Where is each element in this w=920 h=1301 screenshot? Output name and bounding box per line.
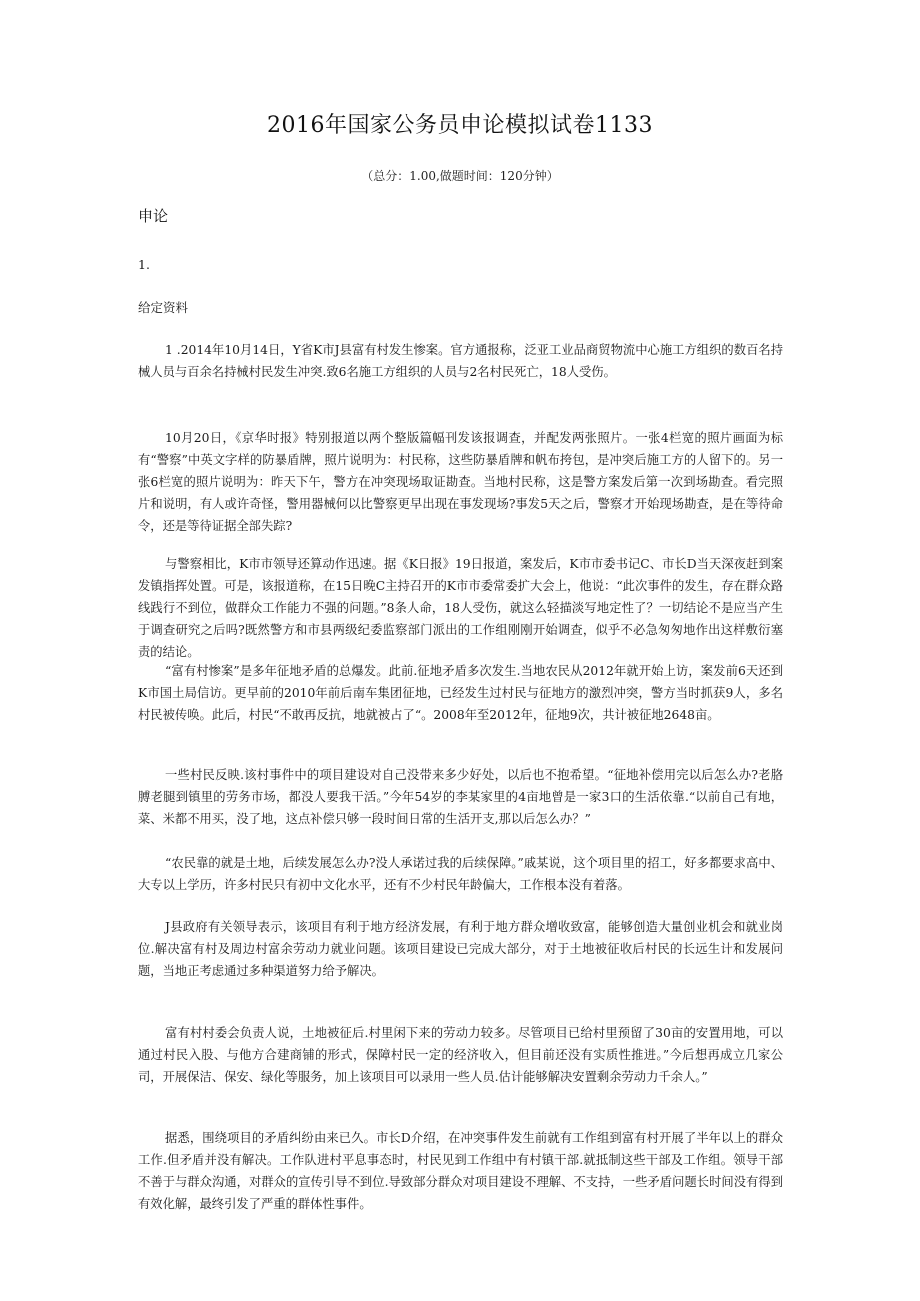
paragraph-8: 富有村村委会负责人说，土地被征后.村里闲下来的劳动力较多。尽管项目已给村里预留了30亩的安置用地，可以通过村民入股、与他方合建商铺的形式，保障村民一定的经济收入，但目前还没有实质性推进。”今后想再成立几家公司，开展保洁、保安、绿化等服务，加上该项目可以录用一些人员.估计能够解决安置剩余劳动力千余人。” bbox=[138, 1026, 783, 1084]
paragraph-1: 1 .2014年10月14日，Y省K市J县富有村发生惨案。官方通报称，泛亚工业品商贸物流中心施工方组织的数百名持械人员与百余名持械村民发生冲突.致6名施工方组织的人员与2名村民死亡，18人受伤。 bbox=[138, 343, 783, 379]
question-number: 1. bbox=[138, 257, 150, 272]
paragraph-5: 一些村民反映.该村事件中的项目建设对自己没带来多少好处，以后也不抱希望。“征地补偿用完以后怎么办?老胳膊老腿到镇里的劳务市场，都没人要我干活。”今年54岁的李某家里的4亩地曾是一家3口的生活依靠.“以前自己有地，菜、米都不用买，没了地，这点补偿只够一段时间日常的生活开支,那以后怎么办？” bbox=[138, 768, 783, 826]
exam-info: （总分：1.00,做题时间：120分钟） bbox=[361, 169, 559, 183]
paragraph-7: J县政府有关领导表示，该项目有利于地方经济发展，有利于地方群众增收致富，能够创造大量创业机会和就业岗位.解决富有村及周边村富余劳动力就业问题。该项目建设已完成大部分，对于土地被征收后村民的长远生计和发展问题，当地正考虑通过多种渠道努力给予解决。 bbox=[138, 920, 783, 978]
section-heading: 申论 bbox=[138, 207, 169, 225]
paragraph-9: 据悉，围绕项目的矛盾纠纷由来已久。市长D介绍，在冲突事件发生前就有工作组到富有村开展了半年以上的群众工作.但矛盾并没有解决。工作队进村平息事态时，村民见到工作组中有村镇干部.就抵制这些干部及工作组。领导干部不善于与群众沟通，对群众的宣传引导不到位.导致部分群众对项目建设不理解、不支持，一些矛盾问题长时间没有得到有效化解，最终引发了严重的群体性事件。 bbox=[138, 1131, 783, 1211]
paragraph-3: 与警察相比，K市市领导还算动作迅速。据《K日报》19日报道，案发后，K市市委书记C、市长D当天深夜赶到案发镇指挥处置。可是，该报道称，在15日晚C主持召开的K市市委常委扩大会上，他说：“此次事件的发生，存在群众路线践行不到位，做群众工作能力不强的问题。”8条人命，18人受伤，就这么轻描淡写地定性了？一切结论不是应当产生于调查研究之后吗?既然警方和市县两级纪委监察部门派出的工作组刚刚开始调查，似乎不必急匆匆地作出这样敷衍塞责的结论。 bbox=[138, 557, 783, 659]
material-label: 给定资料 bbox=[138, 300, 189, 315]
paragraph-2: 10月20日，《京华时报》特别报道以两个整版篇幅刊发该报调查，并配发两张照片。一张4栏宽的照片画面为标有“警察”中英文字样的防暴盾牌，照片说明为：村民称，这些防暴盾牌和帆布挎包，是冲突后施工方的人留下的。另一张6栏宽的照片说明为：昨天下午，警方在冲突现场取证勘查。当地村民称，这是警方案发后第一次到场勘查。看完照片和说明，有人或许奇怪，警用器械何以比警察更早出现在事发现场?事发5天之后，警察才开始现场勘查，是在等待命令，还是等待证据全部失踪? bbox=[138, 431, 783, 533]
document-title: 2016年国家公务员申论模拟试卷1133 bbox=[267, 113, 653, 138]
paragraph-6: “农民靠的就是土地，后续发展怎么办?没人承诺过我的后续保障。”戚某说，这个项目里的招工，好多都要求高中、大专以上学历，许多村民只有初中文化水平，还有不少村民年龄偏大，工作根本没有着落。 bbox=[138, 856, 783, 892]
paragraph-4: “富有村惨案”是多年征地矛盾的总爆发。此前.征地矛盾多次发生.当地农民从2012年就开始上访，案发前6天还到K市国土局信访。更早前的2010年前后南车集团征地，已经发生过村民与征地方的激烈冲突，警方当时抓获9人，多名村民被传唤。此后，村民“不敢再反抗，地就被占了“。2008年至2012年，征地9次，共计被征地2648亩。 bbox=[138, 664, 783, 722]
